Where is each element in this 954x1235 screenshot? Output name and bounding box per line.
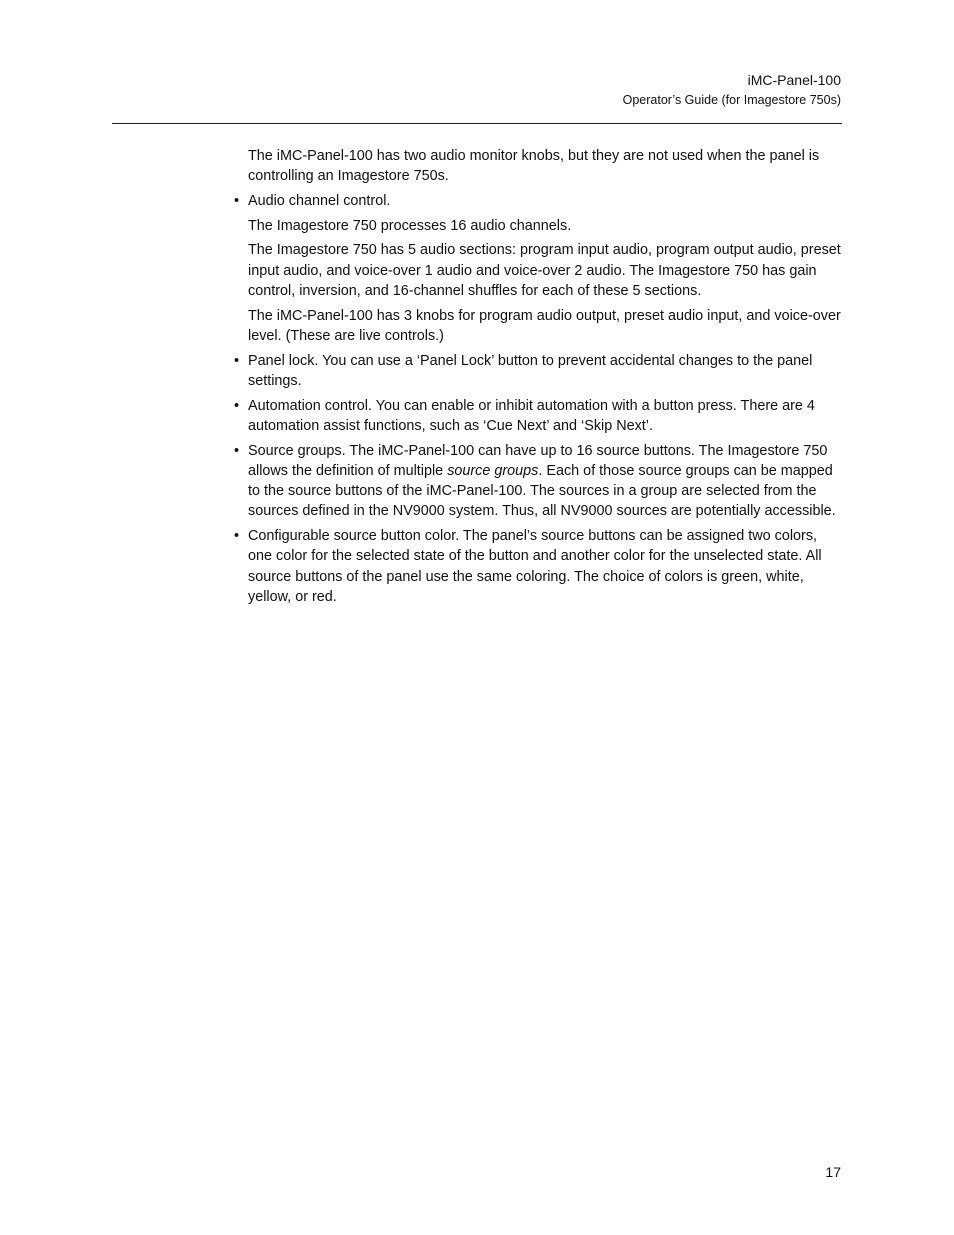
bullet-dot: • [234, 442, 240, 459]
bullet-source-groups [234, 441, 844, 522]
bullet-source-button-color [234, 526, 844, 607]
bullet-text: Configurable source button color. The panel’s source buttons can be assigned two colors, one color for the selected state of the button and another color for the unselected state. All source buttons of the panel use the same coloring. The choice of colors is green, white, yellow, or red. [248, 528, 822, 606]
body-content [234, 146, 844, 612]
paragraph-audio-sections: The Imagestore 750 has 5 audio sections: program input audio, program output audio, preset input audio, and voice-over 1 audio and voice-over 2 audio. The Imagestore 750 has gain control, inversion, and 16-channel shuffles for each of these 5 sections. [248, 242, 841, 299]
paragraph-audio-channels: The Imagestore 750 processes 16 audio channels. [248, 217, 572, 234]
bullet-audio-channel-control [234, 191, 844, 211]
bullet-dot: • [234, 397, 240, 414]
header-title: iMC-Panel-100 [747, 72, 841, 88]
header-rule [112, 123, 842, 124]
bullet-dot: • [234, 528, 240, 545]
page-number: 17 [825, 1164, 841, 1180]
bullet-dot: • [234, 352, 240, 369]
bullet-text: Panel lock. You can use a ‘Panel Lock’ button to prevent accidental changes to the panel settings. [248, 352, 813, 389]
bullet-text-emphasis: source groups [447, 462, 539, 479]
running-header [623, 70, 841, 110]
bullet-text-before: Source groups. The iMC-Panel-100 can have up to 16 source buttons. The Imagestore 750 allows the definition of multiple [248, 442, 828, 479]
header-subtitle: Operator’s Guide (for Imagestore 750s) [622, 93, 841, 107]
bullet-text: Automation control. You can enable or inhibit automation with a button press. There are 4 automation assist functions, such as ‘Cue Next’ and ‘Skip Next’. [248, 397, 815, 434]
bullet-panel-lock [234, 351, 844, 392]
bullet-text-after: . Each of those source groups can be mapped to the source buttons of the iMC-Panel-100. The sources in a group are selected from the sources defined in the NV9000 system. Thus, all NV9000 sources are potentially accessible. [248, 462, 836, 520]
paragraph-knobs-note: The iMC-Panel-100 has two audio monitor knobs, but they are not used when the panel is controlling an Imagestore 750s. [248, 148, 820, 185]
bullet-text: Audio channel control. [248, 192, 391, 209]
paragraph-audio-knobs: The iMC-Panel-100 has 3 knobs for program audio output, preset audio input, and voice-over level. (These are live controls.) [248, 307, 841, 344]
bullet-dot: • [234, 192, 240, 209]
bullet-automation-control [234, 396, 844, 437]
